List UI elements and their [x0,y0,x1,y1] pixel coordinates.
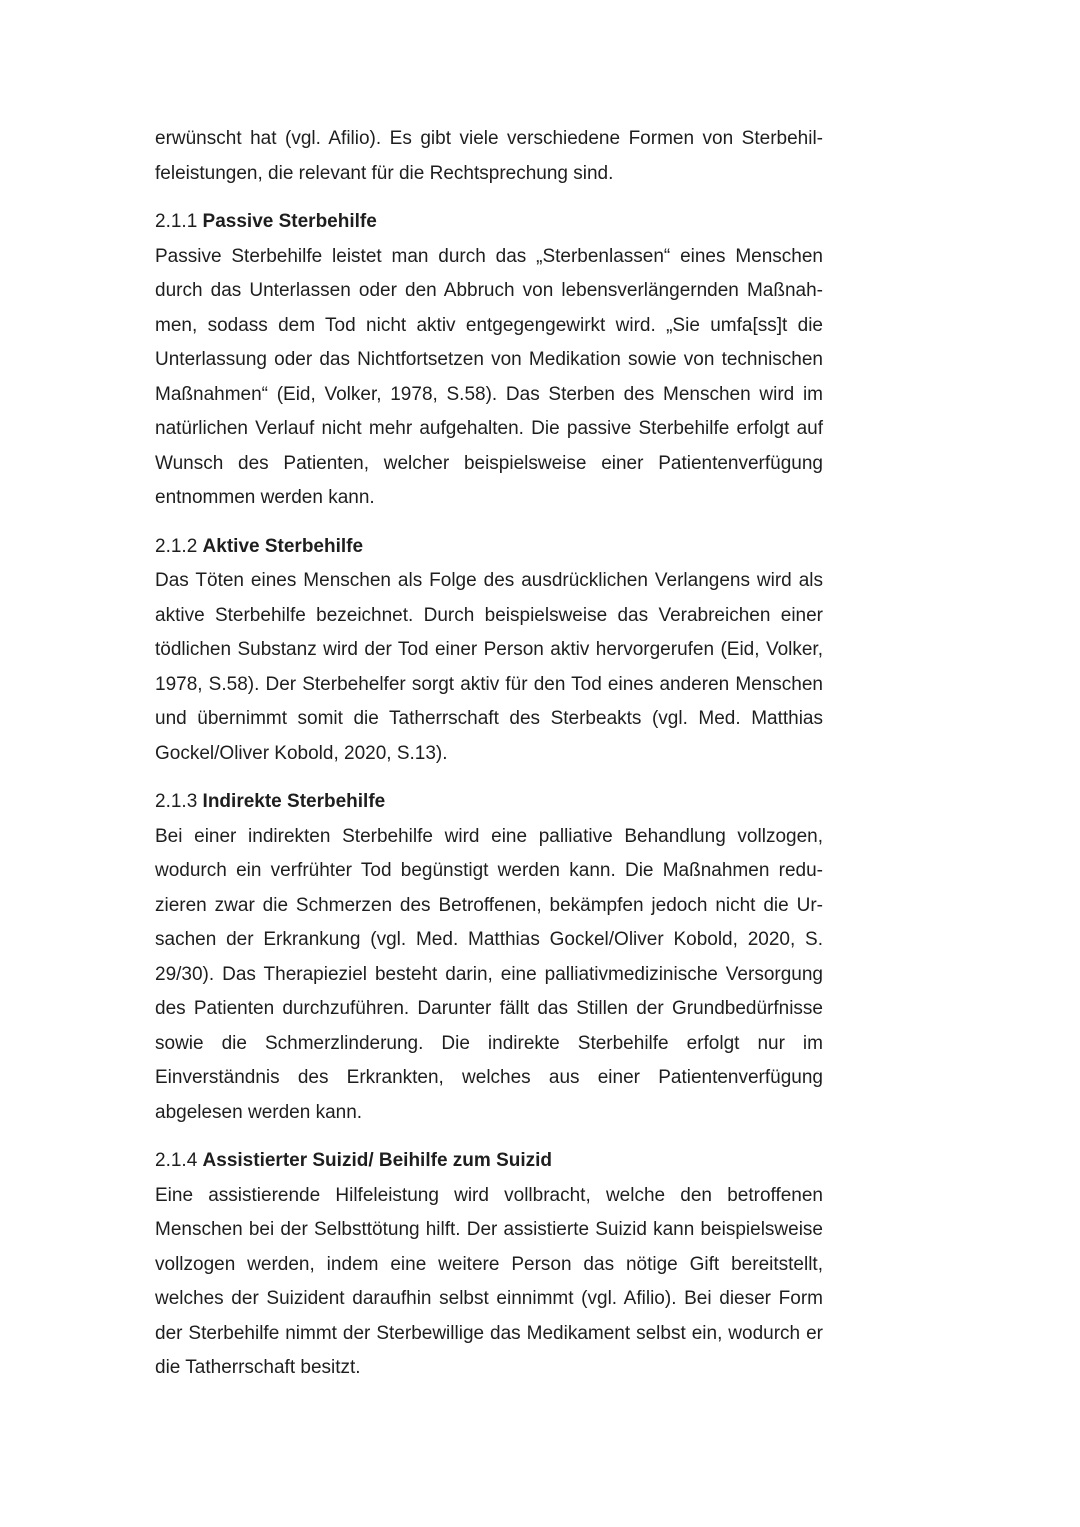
document-page [155,122,823,1386]
section-number: 2.1.2 [155,535,198,557]
section-paragraph: Das Töten eines Menschen als Folge des ausdrücklichen Verlangens wird als aktive Sterbehilfe bezeichnet. Durch beispielsweise das Verabreichen einer tödlichen Substanz wird der Tod einer Person aktiv hervorgerufen (Eid, Volker, 1978, S.58). Der Sterbehelfer sorgt aktiv für den Tod eines anderen Menschen und übernimmt somit die Tatherrschaft des Sterbeakts (vgl. Med. Matthias Gockel/Oliver Kobold, 2020, S.13). [155,570,823,764]
section-number: 2.1.4 [155,1150,198,1171]
intro-paragraph: erwünscht hat (vgl. Afilio). Es gibt viele verschiedene Formen von Sterbehilfeleistungen, die relevant für die Rechtsprechung sind. [155,128,823,184]
section-paragraph: Eine assistierende Hilfeleistung wird vollbracht, welche den betroffenen Menschen bei der Selbsttötung hilft. Der assistierte Suizid kann beispielsweise vollzogen werden, indem eine weitere Person das nötige Gift bereitstellt, welches der Suizident daraufhin selbst einnimmt (vgl. Afilio). Bei dieser Form der Sterbehilfe nimmt der Sterbewillige das Medikament selbst ein, wodurch er die Tatherrschaft besitzt. [155,1184,823,1378]
section-assistierter-suizid [155,1144,823,1386]
section-aktive-sterbehilfe [155,530,823,772]
section-indirekte-sterbehilfe [155,785,823,1130]
section-number: 2.1.3 [155,791,198,812]
section-number: 2.1.1 [155,211,198,232]
section-title: Assistierter Suizid/ Beihilfe zum Suizid [202,1150,553,1171]
section-heading [155,205,823,240]
section-heading [155,530,823,565]
section-title: Aktive Sterbehilfe [202,535,364,557]
section-title: Indirekte Sterbehilfe [202,791,386,812]
section-paragraph: Passive Sterbehilfe leistet man durch das „Sterbenlassen“ eines Menschen durch das Unterlassen oder den Abbruch von lebensverlängernden Maßnahmen, sodass dem Tod nicht aktiv entgegengewirkt wird. „Sie umfa[ss]t die Unterlassung oder das Nichtfortsetzen von Medikation sowie von technischen Maßnahmen“ (Eid, Volker, 1978, S.58). Das Sterben des Menschen wird im natürlichen Verlauf nicht mehr aufgehalten. Die passive Sterbehilfe erfolgt auf Wunsch des Patienten, welcher beispielsweise einer Patientenverfügung entnommen werden kann. [155,245,823,508]
section-passive-sterbehilfe [155,205,823,516]
section-paragraph: Bei einer indirekten Sterbehilfe wird eine palliative Behandlung vollzogen, wodurch ein verfrühter Tod begünstigt werden kann. Die Maßnahmen reduzieren zwar die Schmerzen des Betroffenen, bekämpfen jedoch nicht die Ursachen der Erkrankung (vgl. Med. Matthias Gockel/Oliver Kobold, 2020, S. 29/30). Das Therapieziel besteht darin, eine palliativmedizinische Versorgung des Patienten durchzuführen. Darunter fällt das Stillen der Grundbedürfnisse sowie die Schmerzlinderung. Die indirekte Sterbehilfe erfolgt nur im Einverständnis des Erkrankten, welches aus einer Patientenverfügung abgelesen werden kann. [155,825,823,1123]
section-heading [155,785,823,820]
section-title: Passive Sterbehilfe [202,211,377,232]
section-heading [155,1144,823,1179]
